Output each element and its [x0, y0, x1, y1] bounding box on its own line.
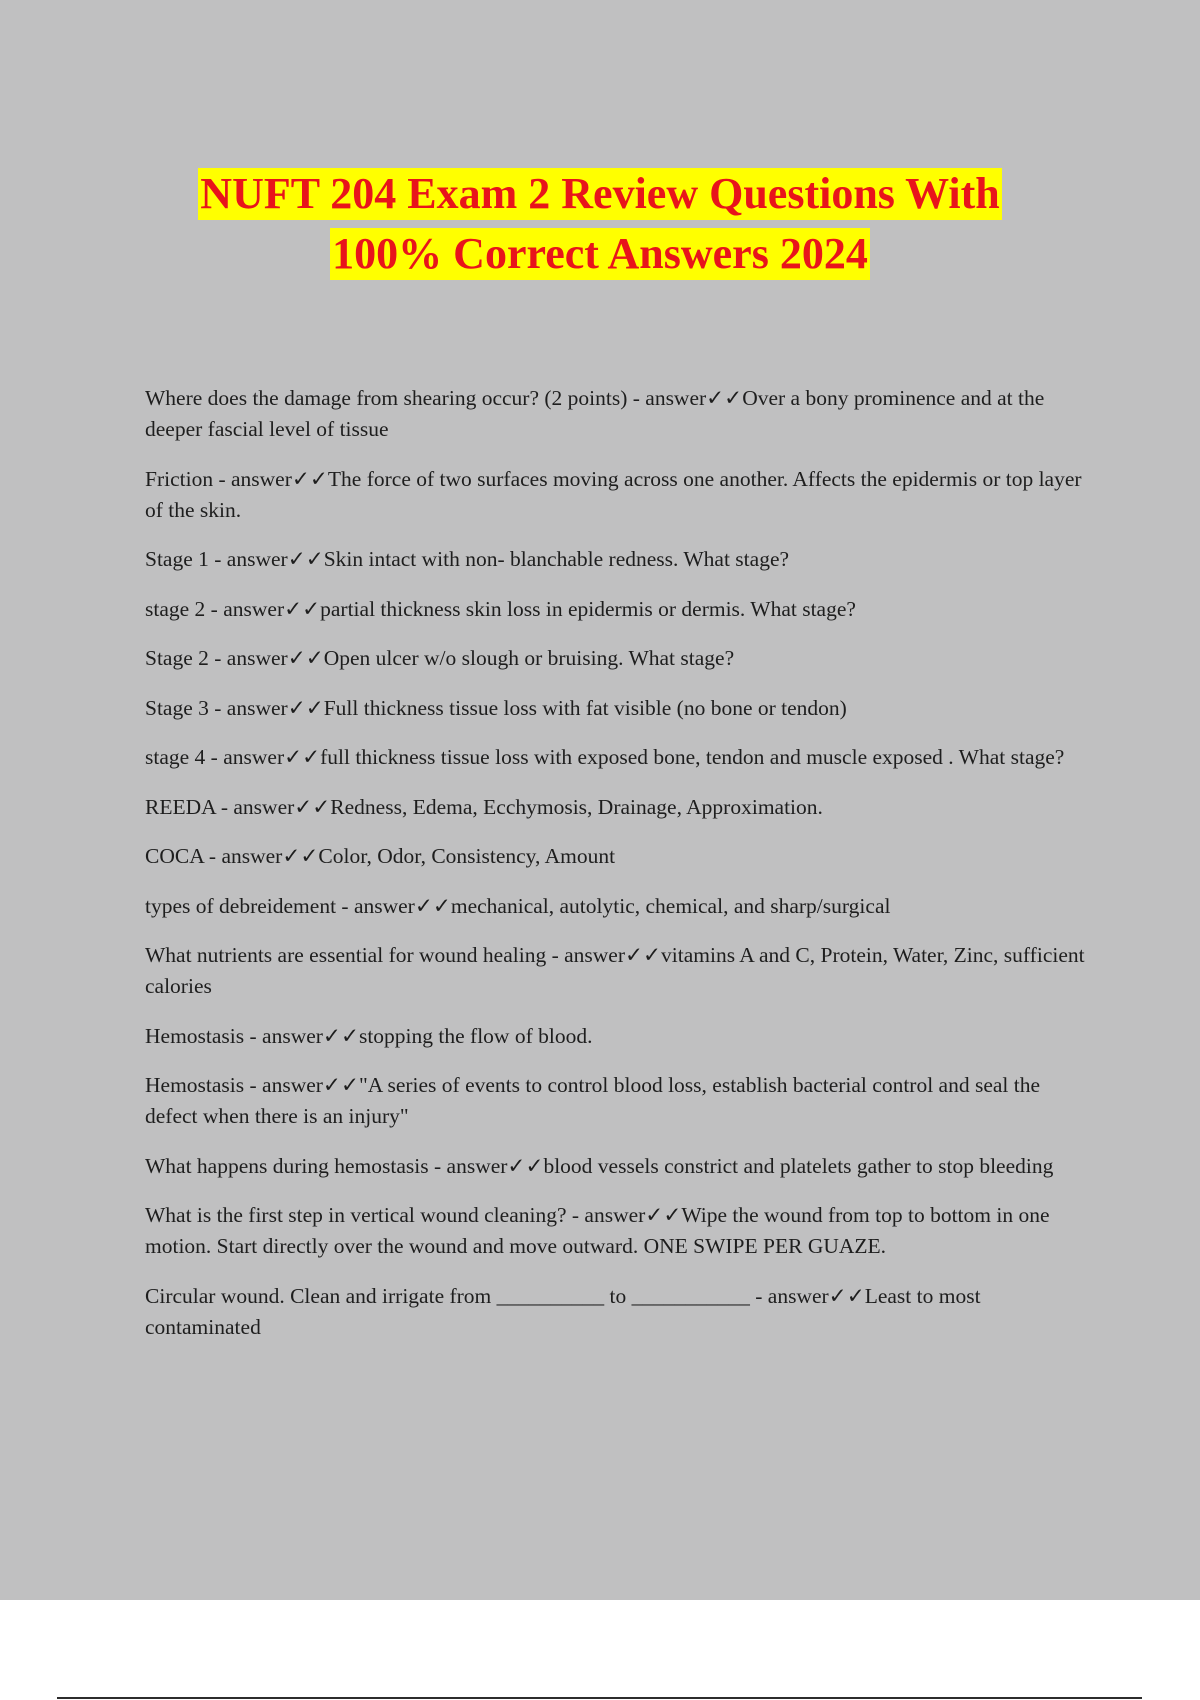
question-list — [145, 383, 1085, 1361]
qa-item-1: Where does the damage from shearing occur? (2 points) - answer✓✓Over a bony prominence and at the deeper fascial level of tissue — [145, 386, 1045, 441]
document-title — [0, 168, 1200, 288]
qa-item-12: Hemostasis - answer✓✓stopping the flow of blood. — [145, 1023, 593, 1048]
qa-item-13: Hemostasis - answer✓✓"A series of events to control blood loss, establish bacterial control and seal the defect when there is an injury" — [145, 1073, 1041, 1128]
qa-item-10: types of debreidement - answer✓✓mechanical, autolytic, chemical, and sharp/surgical — [145, 893, 891, 918]
qa-item-2: Friction - answer✓✓The force of two surfaces moving across one another. Affects the epidermis or top layer of the skin. — [145, 466, 1082, 522]
qa-item-7: stage 4 - answer✓✓full thickness tissue loss with exposed bone, tendon and muscle exposed . What stage? — [145, 745, 1065, 769]
bottom-divider — [57, 1697, 1142, 1699]
qa-item-11: What nutrients are essential for wound healing - answer✓✓vitamins A and C, Protein, Water, Zinc, sufficient calories — [145, 943, 1085, 998]
qa-item-16: Circular wound. Clean and irrigate from __________ to ___________ - answer✓✓Least to most contaminated — [145, 1283, 981, 1339]
title-line-2: 100% Correct Answers 2024 — [332, 229, 868, 278]
qa-item-14: What happens during hemostasis - answer✓✓blood vessels constrict and platelets gather to stop bleeding — [145, 1153, 1054, 1178]
qa-item-4: stage 2 - answer✓✓partial thickness skin loss in epidermis or dermis. What stage? — [145, 596, 856, 621]
qa-item-5: Stage 2 - answer✓✓Open ulcer w/o slough or bruising. What stage? — [145, 646, 735, 670]
qa-item-15: What is the first step in vertical wound cleaning? - answer✓✓Wipe the wound from top to bottom in one motion. Start directly over the wound and move outward. ONE SWIPE PER GUAZE. — [145, 1203, 1050, 1258]
qa-item-8: REEDA - answer✓✓Redness, Edema, Ecchymosis, Drainage, Approximation. — [145, 794, 823, 819]
qa-item-9: COCA - answer✓✓Color, Odor, Consistency, Amount — [145, 844, 616, 868]
title-line-1: NUFT 204 Exam 2 Review Questions With — [200, 169, 1000, 218]
qa-item-6: Stage 3 - answer✓✓Full thickness tissue loss with fat visible (no bone or tendon) — [145, 695, 847, 720]
qa-item-3: Stage 1 - answer✓✓Skin intact with non- blanchable redness. What stage? — [145, 547, 790, 571]
